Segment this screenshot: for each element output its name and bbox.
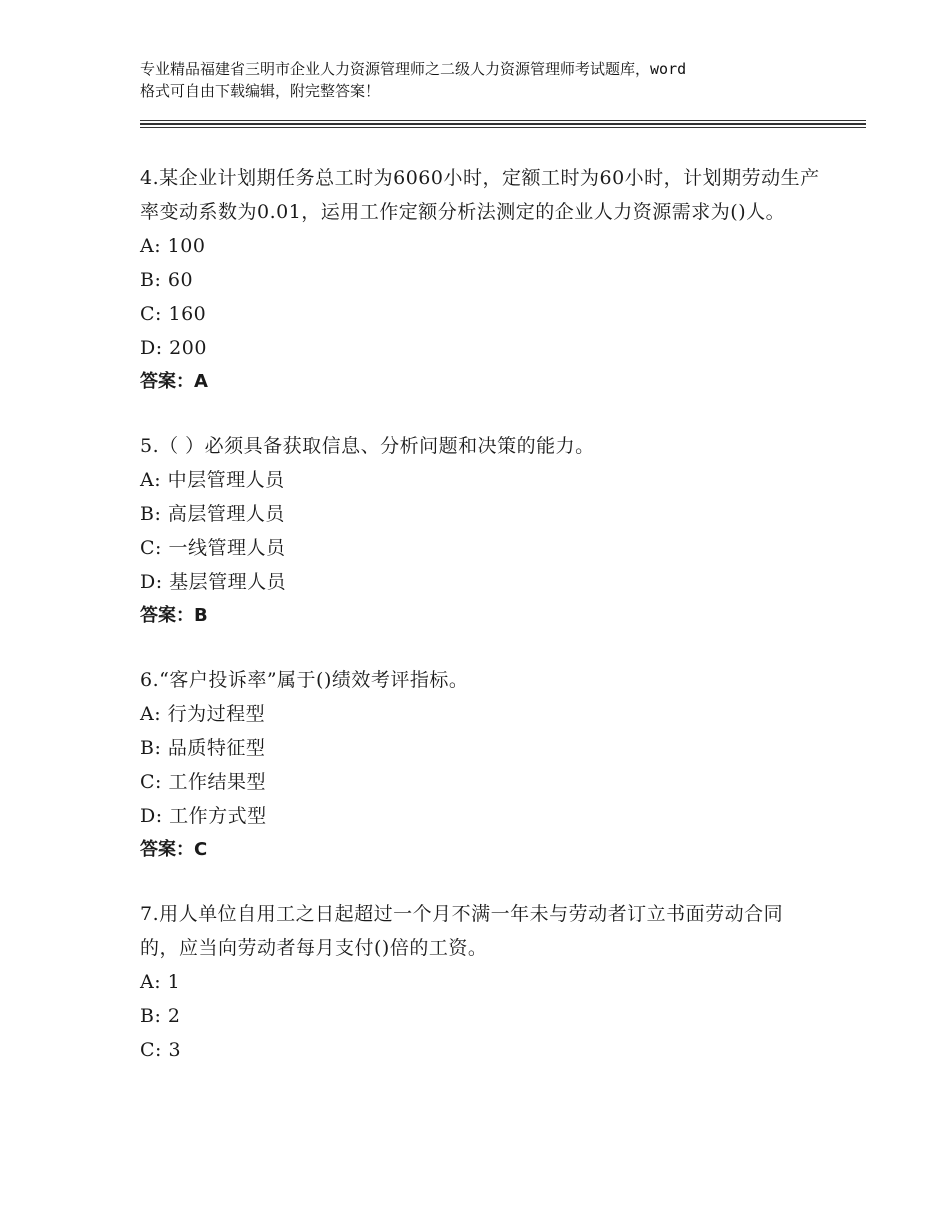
option-b: B: 高层管理人员 (140, 503, 285, 525)
question-text: 4.某企业计划期任务总工时为6060小时，定额工时为60小时，计划期劳动生产率变动系数为0.01，运用工作定额分析法测定的企业人力资源需求为()人。 (140, 167, 820, 223)
question-5 (140, 429, 820, 633)
question-4 (140, 161, 820, 399)
option-a: A: 100 (140, 235, 206, 257)
option-a: A: 行为过程型 (140, 703, 266, 725)
option-b: B: 品质特征型 (140, 737, 266, 759)
header-line-2: 格式可自由下载编辑，附完整答案！ (140, 82, 381, 100)
option-d: D: 200 (140, 337, 207, 359)
option-c: C: 3 (140, 1039, 182, 1061)
header-rule-top (140, 120, 866, 121)
option-a: A: 1 (140, 971, 181, 993)
answer: 答案：B (140, 605, 208, 626)
question-text: 5.（ ）必须具备获取信息、分析问题和决策的能力。 (140, 435, 595, 457)
question-7 (140, 897, 820, 1067)
option-b: B: 2 (140, 1005, 181, 1027)
option-d: D: 工作方式型 (140, 805, 267, 827)
question-text: 6.“客户投诉率”属于()绩效考评指标。 (140, 669, 469, 691)
option-c: C: 一线管理人员 (140, 537, 286, 559)
question-text: 7.用人单位自用工之日起超过一个月不满一年未与劳动者订立书面劳动合同的，应当向劳动者每月支付()倍的工资。 (140, 903, 784, 959)
answer: 答案：A (140, 371, 208, 392)
question-list (140, 161, 820, 1097)
header-rule-bottom (140, 127, 866, 128)
document-header (140, 58, 830, 102)
question-6 (140, 663, 820, 867)
option-c: C: 160 (140, 303, 207, 325)
option-d: D: 基层管理人员 (140, 571, 287, 593)
option-a: A: 中层管理人员 (140, 469, 285, 491)
option-b: B: 60 (140, 269, 194, 291)
header-line-1: 专业精品福建省三明市企业人力资源管理师之二级人力资源管理师考试题库，word (140, 60, 687, 78)
option-c: C: 工作结果型 (140, 771, 266, 793)
answer: 答案：C (140, 839, 208, 860)
header-rule-middle (140, 123, 866, 125)
